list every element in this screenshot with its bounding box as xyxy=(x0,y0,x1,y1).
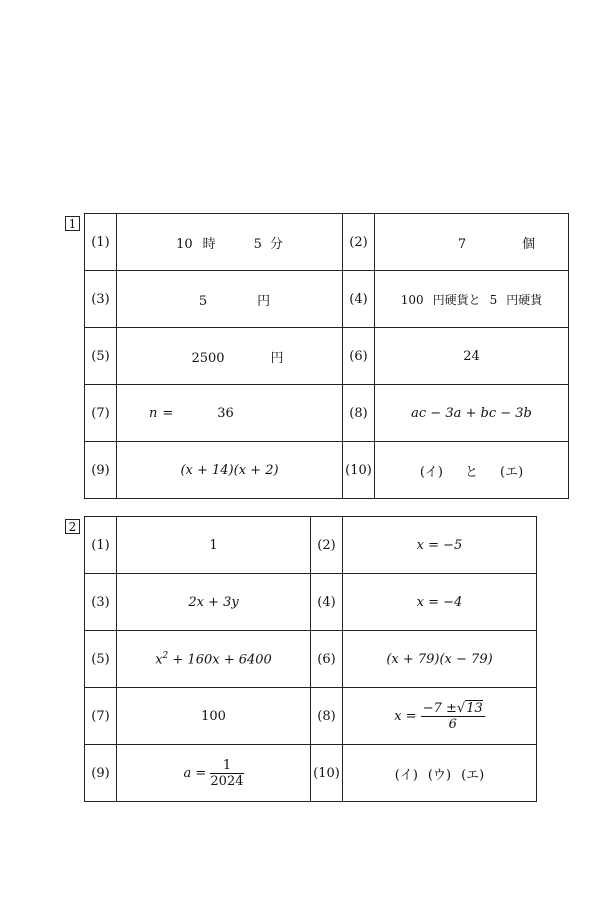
question-number: (8) xyxy=(311,688,343,745)
answer-text: x = xyxy=(394,708,417,724)
answer-text: 円硬貨と xyxy=(432,292,481,307)
question-number: (1) xyxy=(85,517,117,574)
answer-text: 5 xyxy=(253,236,262,252)
answer-cell: (x + 79)(x − 79) xyxy=(343,631,537,688)
answer-text: (ウ) xyxy=(427,767,452,783)
fraction-denominator: 6 xyxy=(448,716,457,732)
answer-cell xyxy=(375,442,569,499)
answer-text: 5 xyxy=(489,292,498,307)
question-number: (5) xyxy=(85,328,117,385)
answer-text: 2500 xyxy=(191,350,225,366)
equals-sign: = xyxy=(162,405,174,421)
question-number: (8) xyxy=(343,385,375,442)
table-row xyxy=(85,214,569,271)
answer-cell: x = −5 xyxy=(343,517,537,574)
answer-cell: ac − 3a + bc − 3b xyxy=(375,385,569,442)
question-number: (5) xyxy=(85,631,117,688)
answer-cell: x = −4 xyxy=(343,574,537,631)
answer-text: 5 xyxy=(198,293,208,309)
section-1-number: 1 xyxy=(65,216,80,231)
answer-text: + 160x + 6400 xyxy=(168,652,272,668)
fraction xyxy=(210,758,243,789)
answer-cell xyxy=(375,271,569,328)
sqrt-radicand: 13 xyxy=(466,700,483,716)
fraction-numerator xyxy=(421,701,485,717)
question-number: (7) xyxy=(85,688,117,745)
question-number: (2) xyxy=(343,214,375,271)
table-row xyxy=(85,328,569,385)
answer-text: x xyxy=(155,652,163,668)
answer-cell xyxy=(117,631,311,688)
question-number: (3) xyxy=(85,574,117,631)
fraction-denominator: 2024 xyxy=(210,773,244,789)
table-row xyxy=(85,385,569,442)
table-row xyxy=(85,574,537,631)
answer-text: 円 xyxy=(270,350,284,366)
answer-cell xyxy=(117,214,343,271)
variable-n: n xyxy=(149,405,158,421)
answer-cell xyxy=(117,271,343,328)
answer-cell xyxy=(343,745,537,802)
answer-text: a = xyxy=(183,765,207,781)
question-number: (6) xyxy=(311,631,343,688)
answer-text: (エ) xyxy=(500,464,524,480)
answer-text: 時 xyxy=(202,236,216,252)
section-2-number: 2 xyxy=(65,519,80,534)
answer-text: (エ) xyxy=(461,767,485,783)
question-number: (2) xyxy=(311,517,343,574)
numerator-text: −7 ± xyxy=(422,700,457,716)
answer-text: 個 xyxy=(522,236,536,252)
answer-cell: 1 xyxy=(117,517,311,574)
answer-text: (イ) xyxy=(419,464,443,480)
table-row xyxy=(85,442,569,499)
answer-text: 円 xyxy=(257,293,271,309)
question-number: (4) xyxy=(343,271,375,328)
question-number: (10) xyxy=(343,442,375,499)
answer-text: 10 xyxy=(176,236,193,252)
question-number: (10) xyxy=(311,745,343,802)
question-number: (6) xyxy=(343,328,375,385)
answer-text: 7 xyxy=(457,236,467,252)
answer-cell: 100 xyxy=(117,688,311,745)
answer-text: 100 xyxy=(400,292,424,307)
answer-cell xyxy=(375,214,569,271)
table-row xyxy=(85,745,537,802)
sqrt-icon: √ xyxy=(456,700,466,716)
answer-table-2 xyxy=(84,516,537,802)
answer-cell xyxy=(117,385,343,442)
table-row xyxy=(85,517,537,574)
question-number: (4) xyxy=(311,574,343,631)
answer-text: 円硬貨 xyxy=(506,292,543,307)
answer-cell xyxy=(343,688,537,745)
answer-cell: 24 xyxy=(375,328,569,385)
table-row xyxy=(85,688,537,745)
answer-text: 36 xyxy=(217,405,234,421)
answer-cell xyxy=(117,328,343,385)
answer-text: (イ) xyxy=(394,767,418,783)
answer-text: と xyxy=(464,464,478,480)
question-number: (7) xyxy=(85,385,117,442)
answer-cell: (x + 14)(x + 2) xyxy=(117,442,343,499)
answer-cell xyxy=(117,745,311,802)
question-number: (1) xyxy=(85,214,117,271)
exponent: 2 xyxy=(162,650,169,661)
fraction xyxy=(421,701,485,732)
question-number: (9) xyxy=(85,745,117,802)
question-number: (9) xyxy=(85,442,117,499)
answer-table-1 xyxy=(84,213,569,499)
answer-text: 分 xyxy=(269,236,283,252)
fraction-numerator: 1 xyxy=(210,758,243,774)
question-number: (3) xyxy=(85,271,117,328)
table-row xyxy=(85,631,537,688)
answer-cell: 2x + 3y xyxy=(117,574,311,631)
table-row xyxy=(85,271,569,328)
